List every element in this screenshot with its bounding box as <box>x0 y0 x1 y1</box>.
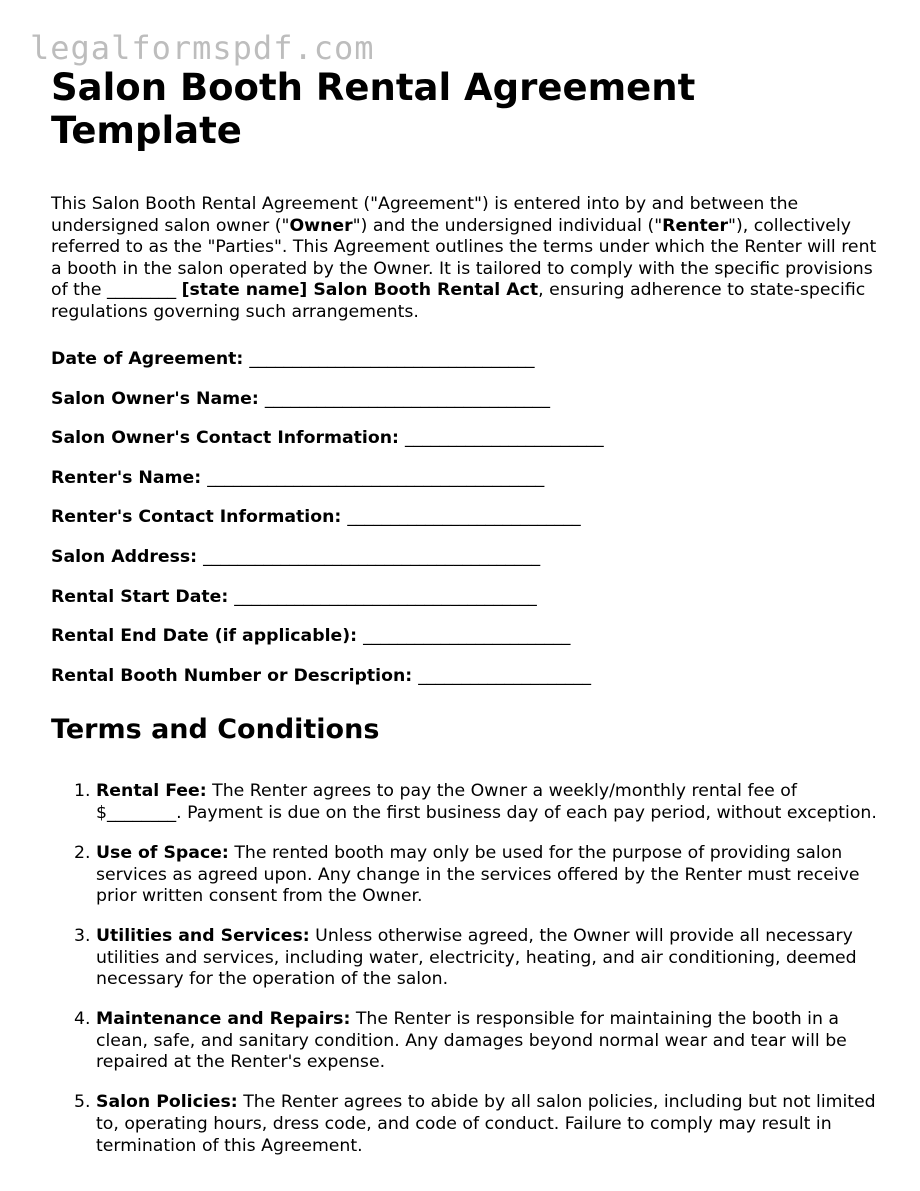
term-title: Rental Fee: <box>96 781 207 802</box>
field-rental-end-date <box>51 617 881 657</box>
term-text: The Renter is responsible for maintaining the booth in a clean, safe, and sanitary condition. Any damages beyond normal wear and tear will be repaired at the Renter's expense. <box>96 1009 847 1073</box>
term-text: The Renter agrees to abide by all salon policies, including but not limited to, operating hours, dress code, and code of conduct. Failure to comply may result in termination of this Agreement. <box>96 1092 876 1156</box>
term-item-salon-policies <box>96 1092 881 1157</box>
term-title: Utilities and Services: <box>96 926 310 947</box>
field-label: Salon Owner's Name: <box>51 388 259 409</box>
field-salon-address <box>51 538 881 578</box>
watermark: legalformspdf.com <box>30 29 375 67</box>
field-rental-start-date <box>51 578 881 618</box>
field-label: Salon Owner's Contact Information: <box>51 428 399 449</box>
field-blank[interactable]: _______________________________________ <box>207 467 545 488</box>
term-item-maintenance <box>96 1009 881 1074</box>
field-blank[interactable]: ___________________________ <box>347 507 581 528</box>
field-renter-name <box>51 459 881 499</box>
field-label: Rental End Date (if applicable): <box>51 626 358 647</box>
term-text: Unless otherwise agreed, the Owner will provide all necessary utilities and services, including water, electricity, heating, and air conditioning, deemed necessary for the operation of the salon. <box>96 926 857 990</box>
field-label: Date of Agreement: <box>51 349 244 369</box>
term-item-use-of-space <box>96 843 881 908</box>
document-title: Salon Booth Rental Agreement Template <box>51 66 696 152</box>
term-item-rental-fee <box>96 781 881 824</box>
intro-paragraph <box>51 194 881 323</box>
field-blank[interactable]: _________________________________ <box>249 349 535 369</box>
document-page <box>51 66 881 1176</box>
intro-text-1: This Salon Booth Rental Agreement ("Agreement") is entered into by and between the undersigned salon owner (" <box>51 194 799 236</box>
field-label: Renter's Contact Information: <box>51 507 342 528</box>
field-blank[interactable]: ___________________________________ <box>234 586 537 607</box>
field-blank[interactable]: _______________________ <box>404 428 604 449</box>
term-text: The Renter agrees to pay the Owner a weekly/monthly rental fee of $________. Payment is due on the first business day of each pay period, without exception. <box>96 781 877 823</box>
term-title: Salon Policies: <box>96 1092 238 1113</box>
field-date-of-agreement <box>51 340 881 380</box>
field-blank[interactable]: ____________________ <box>418 665 592 686</box>
intro-text-2: ") and the undersigned individual (" <box>352 215 663 236</box>
intro-renter-term: Renter <box>662 215 729 236</box>
intro-text-3: "), collectively referred to as the "Parties". This Agreement outlines the terms under which the Renter will rent a booth in the salon operated by the Owner. It is tailored to comply with the specific provisions of the ________ <box>51 215 877 300</box>
agreement-fields <box>51 340 881 696</box>
term-item-utilities <box>96 926 881 991</box>
term-text: The rented booth may only be used for the purpose of providing salon services as agreed upon. Any change in the services offered by the Renter must receive prior written consent from the Owner. <box>96 842 860 907</box>
field-label: Rental Start Date: <box>51 586 229 607</box>
intro-owner-term: Owner <box>289 215 353 236</box>
field-blank[interactable]: _______________________________________ <box>203 546 541 567</box>
intro-act-name: [state name] Salon Booth Rental Act <box>181 280 539 300</box>
terms-heading: Terms and Conditions <box>51 714 380 746</box>
field-booth-number <box>51 657 881 697</box>
field-blank[interactable]: ________________________ <box>363 626 571 647</box>
intro-text-4: , ensuring adherence to state-specific regulations governing such arrangements. <box>51 280 866 322</box>
field-renter-contact <box>51 498 881 538</box>
field-label: Renter's Name: <box>51 467 202 488</box>
field-blank[interactable]: _________________________________ <box>264 388 550 409</box>
field-label: Rental Booth Number or Description: <box>51 665 413 686</box>
field-owner-contact <box>51 419 881 459</box>
term-title: Use of Space: <box>96 842 229 863</box>
terms-list <box>51 781 881 1157</box>
term-title: Maintenance and Repairs: <box>96 1009 351 1030</box>
field-owner-name <box>51 380 881 420</box>
field-label: Salon Address: <box>51 546 198 567</box>
